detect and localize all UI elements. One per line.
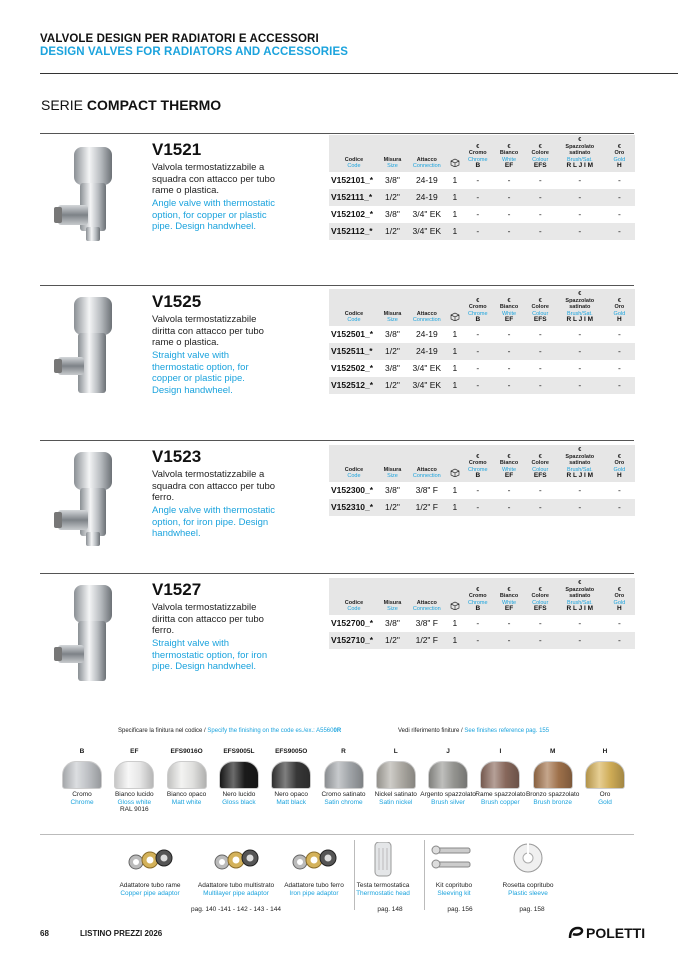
col-code: Codice Code <box>329 445 379 482</box>
serie-title: SERIE COMPACT THERMO <box>41 97 222 113</box>
row-size: 3/8" <box>379 326 406 343</box>
row-connection: 24-19 <box>406 189 448 206</box>
row-price-efs: - <box>525 632 556 649</box>
finish-name <box>366 791 426 806</box>
finish-name-en: Matt white <box>171 798 202 806</box>
row-connection: 3/8" F <box>406 615 448 632</box>
row-price-h: - <box>604 482 635 499</box>
table-row <box>329 615 635 632</box>
row-price-ef: - <box>493 206 524 223</box>
row-qty: 1 <box>448 615 463 632</box>
price-list-label: LISTINO PREZZI 2026 <box>80 929 163 938</box>
finish-name-it: Bianco lucido <box>114 791 154 798</box>
row-code: V152112_* <box>329 223 379 240</box>
row-connection: 3/8" F <box>406 482 448 499</box>
finish-extra: RAL 9016 <box>119 806 149 813</box>
accessory-photo <box>498 842 558 883</box>
row-qty: 1 <box>448 326 463 343</box>
col-finish: € Bianco White EF <box>493 135 524 172</box>
finish-name-it: Nero opaco <box>274 791 308 798</box>
box-icon <box>448 578 463 615</box>
row-size: 3/8" <box>379 172 406 189</box>
finish-name-en: Satin chrome <box>324 798 363 806</box>
model-name: V1521 <box>152 140 202 159</box>
row-code: V152502_* <box>329 360 379 377</box>
page-ref-rosetta: pag. 158 <box>519 906 545 913</box>
row-code: V152512_* <box>329 377 379 394</box>
row-price-b: - <box>462 189 493 206</box>
col-size: Misura Size <box>379 135 406 172</box>
row-price-efs: - <box>525 377 556 394</box>
col-finish: € Spazzolato satinato Brush/Sat. R L J I M <box>556 289 604 326</box>
finish-name-en: Matt black <box>276 798 306 806</box>
row-code: V152710_* <box>329 632 379 649</box>
accessory-name <box>488 882 568 897</box>
table-row <box>329 632 635 649</box>
col-connection: Attacco Connection <box>406 578 448 615</box>
finish-name <box>209 791 269 806</box>
row-connection: 24-19 <box>406 172 448 189</box>
col-finish: € Bianco White EF <box>493 289 524 326</box>
finish-name <box>314 791 374 806</box>
row-price-h: - <box>604 206 635 223</box>
row-price-efs: - <box>525 172 556 189</box>
row-price-efs: - <box>525 499 556 516</box>
row-price-b: - <box>462 206 493 223</box>
col-finish: € Oro Gold H <box>604 578 635 615</box>
row-price-efs: - <box>525 615 556 632</box>
row-price-efs: - <box>525 482 556 499</box>
row-price-rljim: - <box>556 223 604 240</box>
table-row <box>329 377 635 394</box>
row-price-b: - <box>462 499 493 516</box>
finish-name-en: Chrome <box>70 798 94 806</box>
row-size: 1/2" <box>379 632 406 649</box>
page-ref-head: pag. 148 <box>377 906 403 913</box>
description-en: Angle valve with thermostatic option, for iron pipe. Design handwheel. <box>152 505 276 539</box>
table-row <box>329 343 635 360</box>
finish-name <box>470 791 530 806</box>
finish-name-en: Brush copper <box>481 798 520 806</box>
col-finish: € Cromo Chrome B <box>462 445 493 482</box>
row-price-h: - <box>604 360 635 377</box>
row-price-rljim: - <box>556 377 604 394</box>
accessory-name-it: Rosetta copritubo <box>502 882 554 889</box>
poletti-logo-icon <box>568 926 584 940</box>
finish-name <box>418 791 478 806</box>
page-number: 68 <box>40 929 49 938</box>
accessory-separator <box>424 840 425 910</box>
finish-name-en: Brush bronze <box>533 798 573 806</box>
finish-name-en: Gold <box>598 798 612 806</box>
table-row <box>329 482 635 499</box>
section-divider <box>40 440 634 441</box>
row-price-rljim: - <box>556 632 604 649</box>
finish-code: L <box>393 748 398 755</box>
price-table <box>329 289 635 394</box>
row-price-h: - <box>604 223 635 240</box>
finish-name-it: Bronzo spazzolato <box>525 791 580 798</box>
col-code: Codice Code <box>329 578 379 615</box>
row-connection: 24-19 <box>406 326 448 343</box>
row-qty: 1 <box>448 172 463 189</box>
finish-name <box>575 791 635 806</box>
accessory-name-it: Adattatore tubo multistrato <box>197 882 275 889</box>
row-price-ef: - <box>493 343 524 360</box>
row-qty: 1 <box>448 377 463 394</box>
finish-name-it: Oro <box>599 791 611 798</box>
col-finish: € Spazzolato satinato Brush/Sat. R L J I M <box>556 135 604 172</box>
finish-code: EFS9016O <box>170 748 203 755</box>
row-price-efs: - <box>525 343 556 360</box>
finish-swatch <box>324 761 364 789</box>
accessory-photo <box>206 842 266 883</box>
row-code: V152700_* <box>329 615 379 632</box>
finish-swatch <box>219 761 259 789</box>
row-price-efs: - <box>525 206 556 223</box>
accessory-name <box>196 882 276 897</box>
finish-code: M <box>549 748 556 755</box>
row-price-h: - <box>604 326 635 343</box>
row-qty: 1 <box>448 482 463 499</box>
col-finish: € Colore Colour EFS <box>525 578 556 615</box>
row-code: V152511_* <box>329 343 379 360</box>
finish-swatch <box>114 761 154 789</box>
row-price-ef: - <box>493 223 524 240</box>
finishes-divider <box>40 834 634 835</box>
col-code: Codice Code <box>329 289 379 326</box>
row-price-b: - <box>462 632 493 649</box>
accessory-photo <box>284 842 344 883</box>
row-size: 1/2" <box>379 499 406 516</box>
finish-code: I <box>499 748 502 755</box>
table-row <box>329 223 635 240</box>
row-price-h: - <box>604 172 635 189</box>
row-price-b: - <box>462 360 493 377</box>
accessory-photo <box>120 842 180 883</box>
accessory-photo <box>424 842 484 883</box>
row-price-rljim: - <box>556 172 604 189</box>
finish-name-it: Nero lucido <box>222 791 256 798</box>
row-price-b: - <box>462 326 493 343</box>
finish-code: EFS9005O <box>275 748 308 755</box>
accessory-name-it: Kit copritubo <box>435 882 473 889</box>
row-size: 1/2" <box>379 189 406 206</box>
model-name: V1523 <box>152 447 202 466</box>
header-title-it: VALVOLE DESIGN PER RADIATORI E ACCESSORI <box>40 33 319 45</box>
col-finish: € Oro Gold H <box>604 289 635 326</box>
table-row <box>329 499 635 516</box>
finish-spec-left: Specificare la finitura nel codice / Specify the finishing on the code es./ex.: A55600R <box>118 728 342 734</box>
finish-name <box>523 791 583 806</box>
row-price-rljim: - <box>556 360 604 377</box>
finish-swatch <box>533 761 573 789</box>
valve-photo <box>52 145 132 250</box>
row-qty: 1 <box>448 343 463 360</box>
row-size: 3/8" <box>379 206 406 223</box>
col-finish: € Spazzolato satinato Brush/Sat. R L J I M <box>556 578 604 615</box>
row-price-h: - <box>604 632 635 649</box>
col-finish: € Oro Gold H <box>604 445 635 482</box>
row-connection: 3/4" EK <box>406 377 448 394</box>
row-price-b: - <box>462 172 493 189</box>
section-divider <box>40 285 634 286</box>
col-size: Misura Size <box>379 289 406 326</box>
valve-photo <box>52 583 132 688</box>
col-finish: € Spazzolato satinato Brush/Sat. R L J I M <box>556 445 604 482</box>
model-name: V1525 <box>152 292 202 311</box>
row-connection: 3/4" EK <box>406 223 448 240</box>
row-price-b: - <box>462 223 493 240</box>
finish-code: B <box>79 748 85 755</box>
accessory-name-it: Adattatore tubo ferro <box>284 882 344 889</box>
accessory-separator <box>354 840 355 910</box>
col-finish: € Bianco White EF <box>493 578 524 615</box>
row-qty: 1 <box>448 223 463 240</box>
row-price-rljim: - <box>556 615 604 632</box>
col-connection: Attacco Connection <box>406 135 448 172</box>
table-row <box>329 360 635 377</box>
accessory-name <box>343 882 423 897</box>
header-divider <box>40 73 678 74</box>
finish-code: J <box>446 748 450 755</box>
page-ref-adaptors: pag. 140 -141 - 142 - 143 - 144 <box>191 906 281 913</box>
valve-photo <box>52 295 132 400</box>
table-row <box>329 326 635 343</box>
row-qty: 1 <box>448 632 463 649</box>
col-finish: € Cromo Chrome B <box>462 578 493 615</box>
table-row <box>329 206 635 223</box>
row-price-ef: - <box>493 326 524 343</box>
table-row <box>329 172 635 189</box>
price-table <box>329 445 635 516</box>
accessory-photo <box>353 842 413 883</box>
finish-code: EFS9005L <box>223 748 255 755</box>
row-price-rljim: - <box>556 206 604 223</box>
row-connection: 1/2" F <box>406 499 448 516</box>
description-it: Valvola termostatizzabile diritta con attacco per tubo rame o plastica. <box>152 314 264 348</box>
row-code: V152300_* <box>329 482 379 499</box>
row-size: 1/2" <box>379 377 406 394</box>
box-icon <box>448 445 463 482</box>
row-code: V152102_* <box>329 206 379 223</box>
finish-name-it: Nickel satinato <box>374 791 417 798</box>
section-divider <box>40 573 634 574</box>
model-name: V1527 <box>152 580 202 599</box>
description-en: Straight valve with thermostatic option, for iron pipe. Design handwheel. <box>152 638 268 672</box>
valve-photo <box>52 450 132 555</box>
row-code: V152501_* <box>329 326 379 343</box>
finish-name-en: Gloss white <box>117 798 152 806</box>
row-size: 3/8" <box>379 360 406 377</box>
page-ref-kit: pag. 156 <box>447 906 473 913</box>
row-connection: 3/4" EK <box>406 360 448 377</box>
finish-name <box>157 791 217 806</box>
row-price-h: - <box>604 377 635 394</box>
col-finish: € Bianco White EF <box>493 445 524 482</box>
finish-name <box>104 791 164 814</box>
row-code: V152310_* <box>329 499 379 516</box>
row-price-h: - <box>604 615 635 632</box>
row-price-ef: - <box>493 482 524 499</box>
accessory-name-it: Testa termostatica <box>356 882 410 889</box>
row-connection: 1/2" F <box>406 632 448 649</box>
row-size: 3/8" <box>379 615 406 632</box>
price-table <box>329 135 635 240</box>
row-qty: 1 <box>448 189 463 206</box>
row-connection: 24-19 <box>406 343 448 360</box>
section-divider <box>40 133 634 134</box>
row-price-efs: - <box>525 189 556 206</box>
finish-name-it: Rame spazzolato <box>475 791 526 798</box>
row-connection: 3/4" EK <box>406 206 448 223</box>
finish-name <box>261 791 321 806</box>
description-en: Angle valve with thermostatic option, for copper or plastic pipe. Design handwheel. <box>152 198 276 232</box>
finish-swatch <box>480 761 520 789</box>
accessory-name <box>414 882 494 897</box>
row-qty: 1 <box>448 206 463 223</box>
row-price-h: - <box>604 189 635 206</box>
col-finish: € Cromo Chrome B <box>462 135 493 172</box>
row-price-ef: - <box>493 377 524 394</box>
col-code: Codice Code <box>329 135 379 172</box>
row-size: 1/2" <box>379 343 406 360</box>
col-finish: € Colore Colour EFS <box>525 289 556 326</box>
description-it: Valvola termostatizzabile diritta con attacco per tubo ferro. <box>152 602 264 636</box>
finish-spec-right: Vedi riferimento finiture / See finishes reference pag. 155 <box>398 728 550 734</box>
accessory-name-en: Plastic sleeve <box>508 889 548 897</box>
accessory-name-en: Copper pipe adaptor <box>120 889 180 897</box>
col-finish: € Oro Gold H <box>604 135 635 172</box>
row-price-b: - <box>462 615 493 632</box>
col-connection: Attacco Connection <box>406 289 448 326</box>
col-connection: Attacco Connection <box>406 445 448 482</box>
accessory-name-en: Multilayer pipe adaptor <box>203 889 269 897</box>
col-finish: € Colore Colour EFS <box>525 135 556 172</box>
row-price-rljim: - <box>556 499 604 516</box>
box-icon <box>448 135 463 172</box>
description-en: Straight valve with thermostatic option, for copper or plastic pipe. Design handwheel. <box>152 350 249 396</box>
row-price-rljim: - <box>556 326 604 343</box>
row-price-ef: - <box>493 499 524 516</box>
finish-name-en: Brush silver <box>431 798 466 806</box>
finish-name-it: Bianco opaco <box>166 791 207 798</box>
table-row <box>329 189 635 206</box>
row-price-ef: - <box>493 632 524 649</box>
finish-name-en: Gloss black <box>222 798 256 806</box>
finish-swatch <box>428 761 468 789</box>
finish-code: H <box>602 748 608 755</box>
accessory-name-it: Adattatore tubo rame <box>119 882 181 889</box>
accessory-name <box>110 882 190 897</box>
row-price-efs: - <box>525 326 556 343</box>
finish-name <box>52 791 112 806</box>
finish-name-en: Satin nickel <box>379 798 413 806</box>
row-price-b: - <box>462 343 493 360</box>
row-price-efs: - <box>525 360 556 377</box>
finish-swatch <box>376 761 416 789</box>
finish-code: EF <box>130 748 139 755</box>
finish-swatch <box>62 761 102 789</box>
price-table <box>329 578 635 649</box>
row-price-b: - <box>462 482 493 499</box>
finish-swatch <box>271 761 311 789</box>
row-price-h: - <box>604 499 635 516</box>
header-title-en: DESIGN VALVES FOR RADIATORS AND ACCESSORIES <box>40 46 349 58</box>
row-price-rljim: - <box>556 482 604 499</box>
row-price-rljim: - <box>556 343 604 360</box>
poletti-logo: POLETTI <box>568 925 645 941</box>
finish-swatch <box>167 761 207 789</box>
row-size: 1/2" <box>379 223 406 240</box>
col-size: Misura Size <box>379 445 406 482</box>
row-size: 3/8" <box>379 482 406 499</box>
row-code: V152111_* <box>329 189 379 206</box>
row-price-b: - <box>462 377 493 394</box>
accessory-name-en: Thermostatic head <box>356 889 410 897</box>
finish-name-it: Cromo <box>72 791 92 798</box>
finish-code: R <box>341 748 346 755</box>
description-it: Valvola termostatizzabile a squadra con attacco per tubo ferro. <box>152 469 276 503</box>
row-code: V152101_* <box>329 172 379 189</box>
col-finish: € Colore Colour EFS <box>525 445 556 482</box>
accessory-name-en: Iron pipe adaptor <box>289 889 339 897</box>
row-price-ef: - <box>493 615 524 632</box>
accessory-name-en: Sleeving kit <box>437 889 471 897</box>
accessory-name <box>274 882 354 897</box>
row-price-efs: - <box>525 223 556 240</box>
finish-name-it: Argento spazzolato <box>420 791 476 798</box>
row-price-rljim: - <box>556 189 604 206</box>
finish-name-it: Cromo satinato <box>321 791 366 798</box>
row-price-ef: - <box>493 360 524 377</box>
row-qty: 1 <box>448 360 463 377</box>
description-it: Valvola termostatizzabile a squadra con attacco per tubo rame o plastica. <box>152 162 276 196</box>
row-price-ef: - <box>493 172 524 189</box>
col-finish: € Cromo Chrome B <box>462 289 493 326</box>
box-icon <box>448 289 463 326</box>
row-qty: 1 <box>448 499 463 516</box>
row-price-ef: - <box>493 189 524 206</box>
row-price-h: - <box>604 343 635 360</box>
finish-swatch <box>585 761 625 789</box>
col-size: Misura Size <box>379 578 406 615</box>
